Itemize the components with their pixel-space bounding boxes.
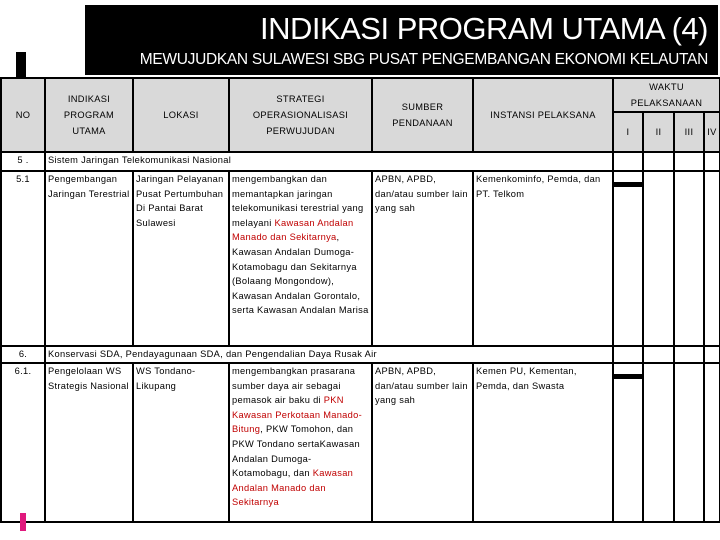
highlighted-location: Kawasan Andalan Manado dan Sekitarnya xyxy=(232,217,354,243)
section-title: Sistem Jaringan Telekomunikasi Nasional xyxy=(45,152,613,171)
section-row xyxy=(1,346,720,363)
strategi-cell xyxy=(229,171,372,346)
section-title: Konservasi SDA, Pendayagunaan SDA, dan Pengendalian Daya Rusak Air xyxy=(45,346,613,363)
header-period-2: II xyxy=(643,112,674,152)
accent-bar xyxy=(20,513,26,531)
header-indikasi: INDIKASI PROGRAM UTAMA xyxy=(45,78,133,152)
row-number: 6.1. xyxy=(1,363,45,522)
highlighted-location: Kawasan Andalan Manado dan Sekitarnya xyxy=(232,468,354,508)
schedule-cell xyxy=(643,363,674,522)
instansi-cell: Kemen PU, Kementan, Pemda, dan Swasta xyxy=(473,363,613,522)
header-period-4: IV xyxy=(704,112,720,152)
schedule-cell xyxy=(704,346,720,363)
schedule-cell xyxy=(704,152,720,171)
table-row xyxy=(1,363,720,522)
schedule-cell xyxy=(643,152,674,171)
indikasi-cell: Pengembangan Jaringan Terestrial xyxy=(45,171,133,346)
header-waktu: WAKTU PELAKSANAAN xyxy=(613,78,720,112)
strategi-cell xyxy=(229,363,372,522)
header-sumber: SUMBER PENDANAAN xyxy=(372,78,473,152)
instansi-cell: Kemenkominfo, Pemda, dan PT. Telkom xyxy=(473,171,613,346)
schedule-cell xyxy=(613,171,643,346)
header-strategi: STRATEGI OPERASIONALISASI PERWUJUDAN xyxy=(229,78,372,152)
schedule-bar xyxy=(614,374,642,379)
schedule-cell xyxy=(674,363,704,522)
schedule-bar xyxy=(614,182,642,187)
title-banner xyxy=(85,5,718,75)
program-table xyxy=(0,77,720,523)
indikasi-cell: Pengelolaan WS Strategis Nasional xyxy=(45,363,133,522)
row-number: 5.1 xyxy=(1,171,45,346)
strategi-text: , Kawasan Andalan Dumoga-Kotamobagu dan Sekitarnya (Bolaang Mongondow), Kawasan Andalan Gorontalo, serta Kawasan Andalan Marisa xyxy=(232,232,369,316)
schedule-cell xyxy=(674,346,704,363)
schedule-cell xyxy=(674,152,704,171)
header-period-1: I xyxy=(613,112,643,152)
strategi-text: mengembangkan prasarana sumber daya air sebagai pemasok air baku di xyxy=(232,366,356,406)
schedule-cell xyxy=(613,346,643,363)
strategi-text: mengembangkan dan memantapkan jaringan telekomunikasi terestrial yang melayani xyxy=(232,174,364,228)
row-number: 6. xyxy=(1,346,45,363)
schedule-cell xyxy=(704,171,720,346)
schedule-cell xyxy=(643,171,674,346)
schedule-cell xyxy=(704,363,720,522)
highlighted-location: PKN Kawasan Perkotaan Manado-Bitung xyxy=(232,395,362,435)
section-row xyxy=(1,152,720,171)
header-lokasi: LOKASI xyxy=(133,78,229,152)
row-number: 5 . xyxy=(1,152,45,171)
decorative-bar xyxy=(16,52,26,78)
schedule-cell xyxy=(613,152,643,171)
table-row xyxy=(1,171,720,346)
schedule-cell xyxy=(674,171,704,346)
lokasi-cell: WS Tondano-Likupang xyxy=(133,363,229,522)
schedule-cell xyxy=(613,363,643,522)
lokasi-cell: Jaringan Pelayanan Pusat Pertumbuhan Di Pantai Barat Sulawesi xyxy=(133,171,229,346)
schedule-cell xyxy=(643,346,674,363)
page-title: INDIKASI PROGRAM UTAMA (4) xyxy=(259,11,708,46)
header-period-3: III xyxy=(674,112,704,152)
sumber-cell: APBN, APBD, dan/atau sumber lain yang sah xyxy=(372,171,473,346)
header-no: NO xyxy=(1,78,45,152)
page-subtitle: MEWUJUDKAN SULAWESI SBG PUSAT PENGEMBANGAN EKONOMI KELAUTAN xyxy=(139,51,708,68)
header-instansi: INSTANSI PELAKSANA xyxy=(473,78,613,152)
sumber-cell: APBN, APBD, dan/atau sumber lain yang sah xyxy=(372,363,473,522)
strategi-text: , PKW Tomohon, dan PKW Tondano sertaKawasan Andalan Dumoga-Kotamobagu, dan xyxy=(232,424,360,479)
